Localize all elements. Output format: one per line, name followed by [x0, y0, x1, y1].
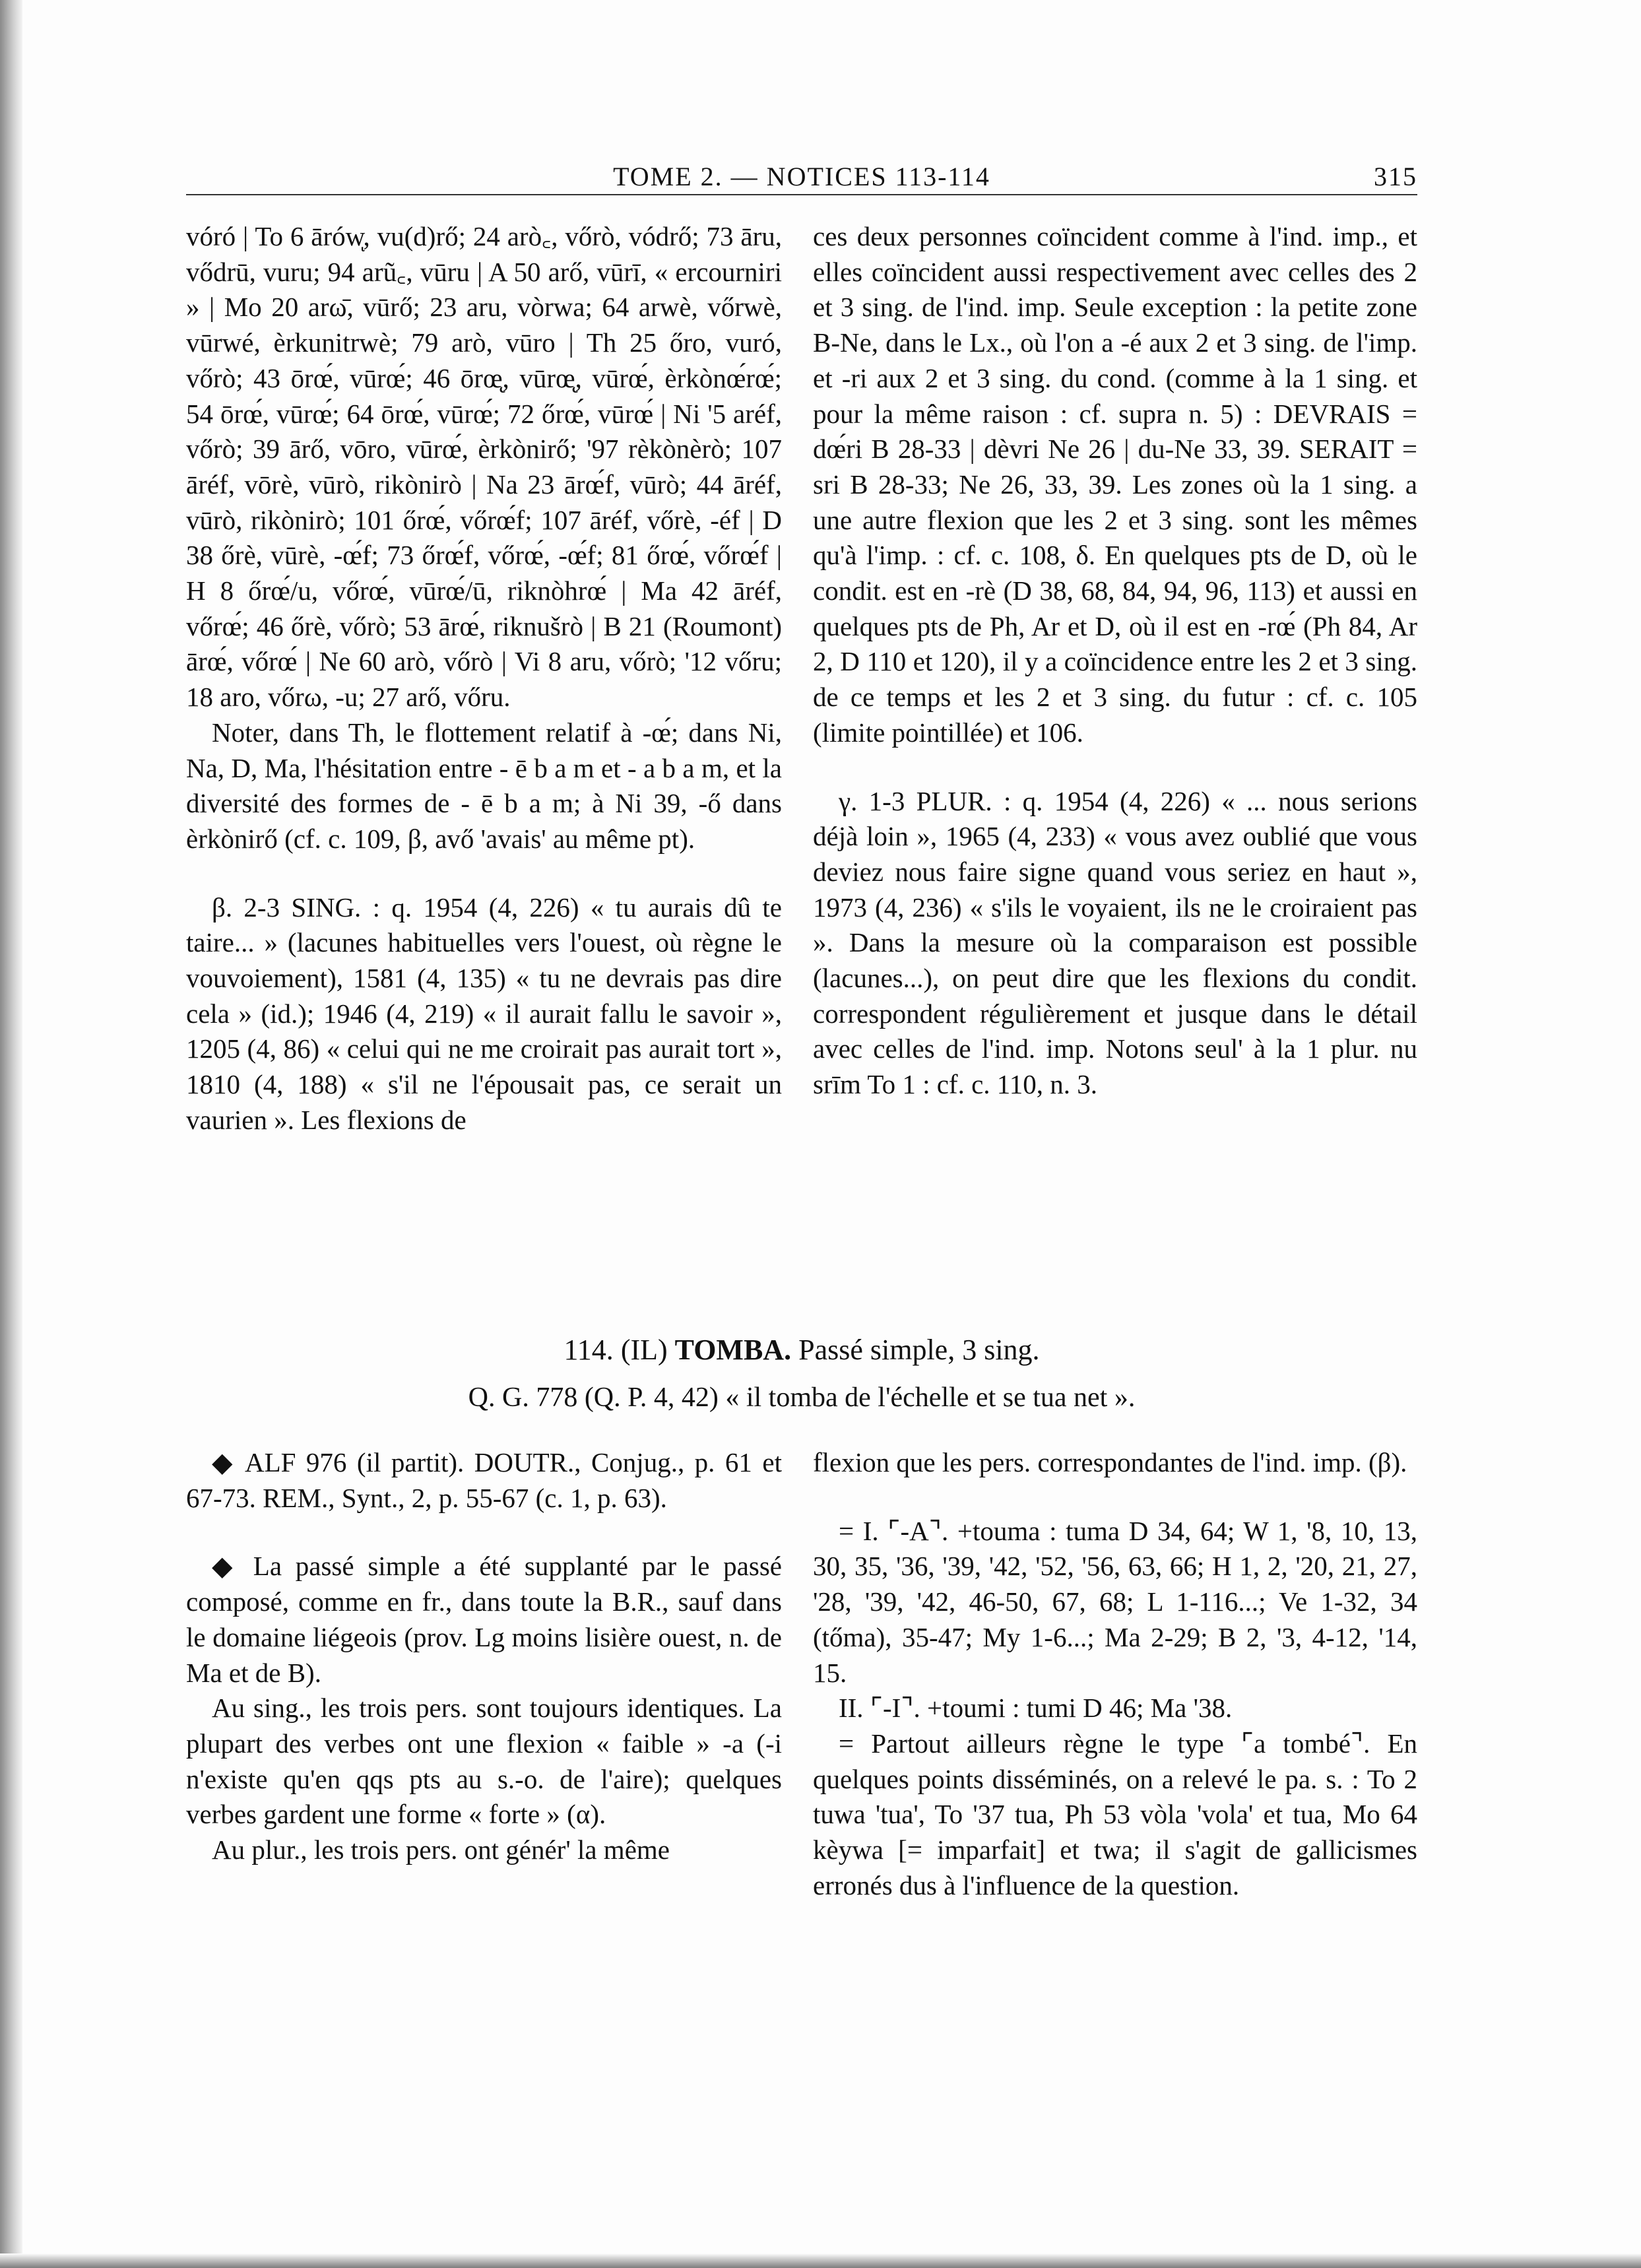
notice-subtitle: Passé simple, 3 sing. [798, 1334, 1040, 1366]
notice-114-heading [186, 1333, 1417, 1370]
running-head [186, 161, 1417, 198]
paragraph-gap [186, 1516, 782, 1549]
notice-114-left-column [186, 1445, 782, 2211]
intro-paragraph: ◆ La passé simple a été supplanté par le passé composé, comme en fr., dans toute la B.R., sauf dans le domaine liégeois (prov. Lg moins lisière ouest, n. de Ma et de B). [186, 1551, 782, 1688]
elsewhere-paragraph: = Partout ailleurs règne le type ⌜a tombé⌝. En quelques points disséminés, on a relevé le pa. s. : To 2 tuwa 'tua', To '37 tua, Ph 53 vòla 'vola' et tua, Mo 64 kèywa [= imparfait] et twa; il s'agit de gallicismes erronés dus à l'influence de la question. [813, 1728, 1417, 1900]
running-title: TOME 2. — NOTICES 113-114 [613, 162, 990, 191]
references-paragraph: ◆ ALF 976 (il partit). DOUTR., Conjug., p. 61 et 67-73. REM., Synt., 2, p. 55-67 (c. 1, p. 63). [186, 1447, 782, 1513]
header-rule [186, 194, 1417, 195]
plural-continuation-paragraph: flexion que les pers. correspondantes de l'ind. imp. (β). [813, 1447, 1407, 1477]
headword: TOMBA. [674, 1334, 792, 1366]
notice-113-right-column [813, 219, 1417, 1288]
type-II-paragraph: II. ⌜-I⌝. +toumi : tumi D 46; Ma '38. [839, 1693, 1233, 1724]
headword-prefix: (IL) [620, 1334, 668, 1366]
beta-continuation-paragraph: ces deux personnes coïncident comme à l'ind. imp., et elles coïncident aussi respectivement avec celles des 2 et 3 sing. de l'ind. imp. Seule exception : la petite zone B-Ne, dans le Lx., où l'on a -é aux 2 et 3 sing. de l'imp. et -ri aux 2 et 3 sing. du cond. (comme à la 1 sing. et pour la même raison : cf. supra n. 5) : DEVRAIS = dœ́ri B 28-33 | dèvri Ne 26 | du-Ne 33, 39. SERAIT = sri B 28-33; Ne 26, 33, 39. Les zones où la 1 sing. a une autre flexion que les 2 et 3 sing. sont les mêmes qu'à l'imp. : cf. c. 108, δ. En quelques pts de D, où le condit. est en -rè (D 38, 68, 84, 94, 96, 113) et aussi en quelques pts de Ph, Ar et D, où il est en -rœ́ (Ph 84, Ar 2, D 110 et 120), il y a coïncidence entre les 2 et 3 sing. de ce temps et les 2 et 3 sing. du futur : cf. c. 105 (limite pointillée) et 106. [813, 221, 1417, 748]
paragraph-gap [186, 857, 782, 890]
type-I-paragraph: = I. ⌜-A⌝. +touma : tuma D 34, 64; W 1, '8, 10, 13, 30, 35, '36, '39, '42, '52, '56, 63, 66; H 1, 2, '20, 21, 27, '28, '39, '42, 46-50, 67, 68; L 1-116...; Ve 1-32, 34 (tőma), 35-47; My 1-6...; Ma 2-29; B 2, '3, 4-12, '14, 15. [813, 1515, 1417, 1688]
dialect-forms-paragraph: vóró | To 6 ārówͅ, vu(d)rő; 24 arò꜀, vőrò, vódrő; 73 āru, vődrū, vuru; 94 arũ꜀, vūru | A 50 arő, vūrī, « ercourniri » | Mo 20 arω̄, vūrő; 23 aru, vòrwa; 64 arwè, vőrwè, vūrwé, èrkunitrwè; 79 arò, vūro | Th 25 őro, vuró, vőrò; 43 ōrœ́, vūrœ́; 46 ōrœ̨, vūrœ̨, vūrœ́, èrkònœ́rœ́; 54 ōrœ́, vūrœ́; 64 ōrœ́, vūrœ́; 72 őrœ́, vūrœ́ | Ni '5 aréf, vőrò; 39 ārő, vōro, vūrœ́, èrkònirő; '97 rèkònèrò; 107 āréf, vōrè, vūrò, rikònirò | Na 23 ārœ́f, vūrò; 44 āréf, vūrò, rikònirò; 101 őrœ́, vőrœ́f; 107 āréf, vőrè, -éf | D 38 őrè, vūrè, -œ́f; 73 őrœ́f, vőrœ́, -œ́f; 81 őrœ́, vőrœ́f | H 8 őrœ́/u, vőrœ́, vūrœ́/ū, riknòhrœ́ | Ma 42 āréf, vőrœ́; 46 őrè, vőrò; 53 ārœ́, riknušrò | B 21 (Roumont) ārœ́, vőrœ́ | Ne 60 arò, vőrò | Vi 8 aru, vőrò; '12 vőru; 18 aro, vőrω, -u; 27 arő, vőru. [186, 221, 782, 713]
notice-113-left-column [186, 219, 782, 1288]
beta-paragraph: β. 2-3 SING. : q. 1954 (4, 226) « tu aurais dû te taire... » (lacunes habituelles vers l'ouest, où règne le vouvoiement), 1581 (4, 135) « tu ne devrais pas dire cela » (id.); 1946 (4, 219) « il aurait fallu le savoir », 1205 (4, 86) « celui qui ne me croirait pas aurait tort », 1810 (4, 188) « s'il ne l'épousait pas, ce serait un vaurien ». Les flexions de [186, 891, 782, 1135]
paragraph-gap [813, 1481, 1417, 1514]
note-paragraph: Noter, dans Th, le flottement relatif à -œ́; dans Ni, Na, D, Ma, l'hésitation entre - ē b a m et - a b a m, et la diversité des formes de - ē b a m; à Ni 39, -ő dans èrkònirő (cf. c. 109, β, avő 'avais' au même pt). [186, 717, 782, 854]
notice-114-question: Q. G. 778 (Q. P. 4, 42) « il tomba de l'échelle et se tua net ». [468, 1382, 1136, 1413]
singular-paragraph: Au sing., les trois pers. sont toujours identiques. La plupart des verbes ont une flexion « faible » -a (-i n'existe qu'en qqs pts au s.-o. de l'aire); quelques verbes gardent une forme « forte » (α). [186, 1693, 782, 1830]
page-bottom-shadow [0, 2253, 1641, 2268]
plural-paragraph: Au plur., les trois pers. ont génér' la même [212, 1834, 670, 1865]
paragraph-gap [813, 751, 1417, 784]
gamma-paragraph: γ. 1-3 PLUR. : q. 1954 (4, 226) « ... nous serions déjà loin », 1965 (4, 233) « vous avez oublié que vous deviez nous faire signe quand vous seriez en haut », 1973 (4, 236) « s'ils le voyaient, ils ne le croiraient pas ». Dans la mesure où la comparaison est possible (lacunes...), on peut dire que les flexions du condit. correspondent régulièrement et jusque dans le détail avec celles de l'ind. imp. Notons seul' à la 1 plur. nu srīm To 1 : cf. c. 110, n. 3. [813, 785, 1417, 1100]
page-number: 315 [1374, 162, 1417, 191]
notice-number: 114. [563, 1334, 614, 1366]
page-edge-shadow [0, 0, 22, 2268]
notice-114-right-column [813, 1445, 1417, 2211]
